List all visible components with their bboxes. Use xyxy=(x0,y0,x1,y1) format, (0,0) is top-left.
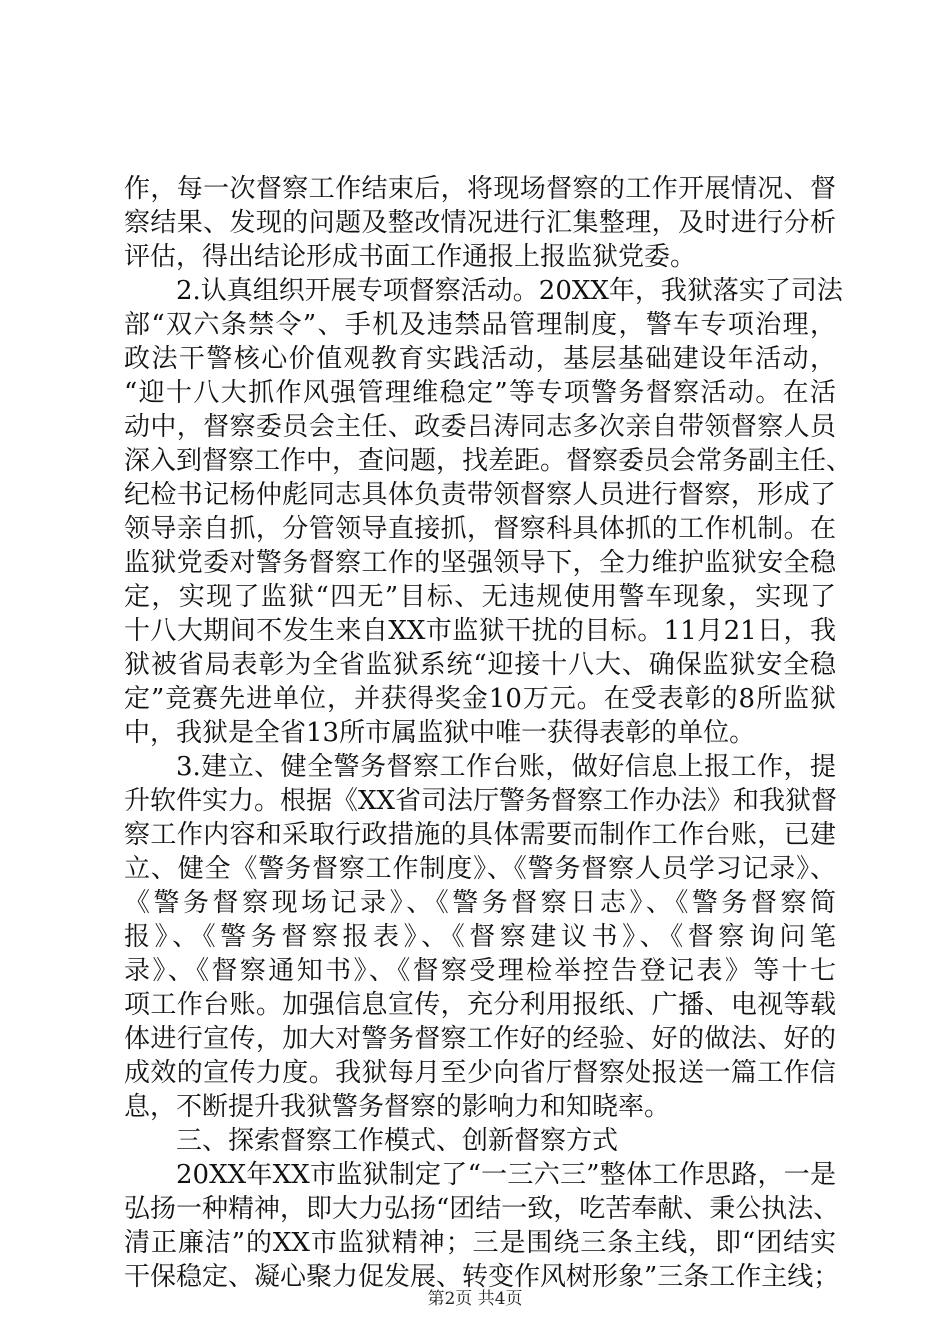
paragraph xyxy=(124,750,836,1124)
text-line: 定，实现了监狱“四无”目标、无违规使用警车现象，实现了 xyxy=(124,582,836,612)
text-line: 狱被省局表彰为全省监狱系统“迎接十八大、确保监狱安全稳 xyxy=(124,650,836,680)
text-line: 升软件实力。根据《XX省司法厅警务督察工作办法》和我狱督 xyxy=(124,786,838,816)
text-line: 报》、《警务督察报表》、《督察建议书》、《督察询问笔 xyxy=(124,922,836,952)
text-line: 项工作台账。加强信息宣传，充分利用报纸、广播、电视等载 xyxy=(124,990,836,1020)
text-line: 察工作内容和采取行政措施的具体需要而制作工作台账，已建 xyxy=(124,820,836,850)
text-line: 清正廉洁”的XX市监狱精神；三是围绕三条主线，即“团结实 xyxy=(124,1228,836,1258)
text-line: 察结果、发现的问题及整改情况进行汇集整理，及时进行分析 xyxy=(124,208,836,238)
text-line: 评估，得出结论形成书面工作通报上报监狱党委。 xyxy=(124,242,697,272)
text-line: “迎十八大抓作风强管理维稳定”等专项警务督察活动。在活 xyxy=(124,378,836,408)
text-line: 动中，督察委员会主任、政委吕涛同志多次亲自带领督察人员 xyxy=(124,412,836,442)
text-line: 领导亲自抓，分管领导直接抓，督察科具体抓的工作机制。在 xyxy=(124,514,836,544)
page-footer: 第2页 共4页 xyxy=(427,1289,523,1309)
text-line: 3.建立、健全警务督察工作台账，做好信息上报工作，提 xyxy=(176,752,836,782)
text-line: 立、健全《警务督察工作制度》、《警务督察人员学习记录》、 xyxy=(124,854,836,884)
text-line: 政法干警核心价值观教育实践活动，基层基础建设年活动， xyxy=(124,344,836,374)
text-line: 三、探索督察工作模式、创新督察方式 xyxy=(176,1126,619,1156)
text-line: 2.认真组织开展专项督察活动。20XX年，我狱落实了司法 xyxy=(176,276,843,306)
paragraph xyxy=(124,1158,840,1294)
text-line: 监狱党委对警务督察工作的坚强领导下，全力维护监狱安全稳 xyxy=(124,548,836,578)
text-line: 成效的宣传力度。我狱每月至少向省厅督察处报送一篇工作信 xyxy=(124,1058,836,1088)
document-body xyxy=(124,172,853,1294)
text-line: 十八大期间不发生来自XX市监狱干扰的目标。11月21日，我 xyxy=(124,616,836,646)
paragraph xyxy=(124,274,853,750)
text-line: 干保稳定、凝心聚力促发展、转变作风树形象”三条工作主线； xyxy=(124,1262,840,1292)
text-line: 部“双六条禁令”、手机及违禁品管理制度，警车专项治理， xyxy=(124,310,836,340)
paragraph xyxy=(124,172,836,274)
text-line: 《警务督察现场记录》、《警务督察日志》、《警务督察简 xyxy=(124,888,836,918)
text-line: 20XX年XX市监狱制定了“一三六三”整体工作思路，一是 xyxy=(176,1160,836,1190)
text-line: 作，每一次督察工作结束后，将现场督察的工作开展情况、督 xyxy=(124,174,836,204)
text-line: 深入到督察工作中，查问题，找差距。督察委员会常务副主任、 xyxy=(124,446,853,476)
text-line: 中，我狱是全省13所市属监狱中唯一获得表彰的单位。 xyxy=(124,718,756,748)
text-line: 纪检书记杨仲彪同志具体负责带领督察人员进行督察，形成了 xyxy=(124,480,836,510)
text-line: 弘扬一种精神，即大力弘扬“团结一致，吃苦奉献、秉公执法、 xyxy=(124,1194,840,1224)
text-line: 体进行宣传，加大对警务督察工作好的经验、好的做法、好的 xyxy=(124,1024,836,1054)
text-line: 息，不断提升我狱警务督察的影响力和知晓率。 xyxy=(124,1092,671,1122)
section-heading xyxy=(124,1124,836,1158)
text-line: 定”竞赛先进单位，并获得奖金10万元。在受表彰的8所监狱 xyxy=(124,684,836,714)
text-line: 录》、《督察通知书》、《督察受理检举控告登记表》等十七 xyxy=(124,956,836,986)
